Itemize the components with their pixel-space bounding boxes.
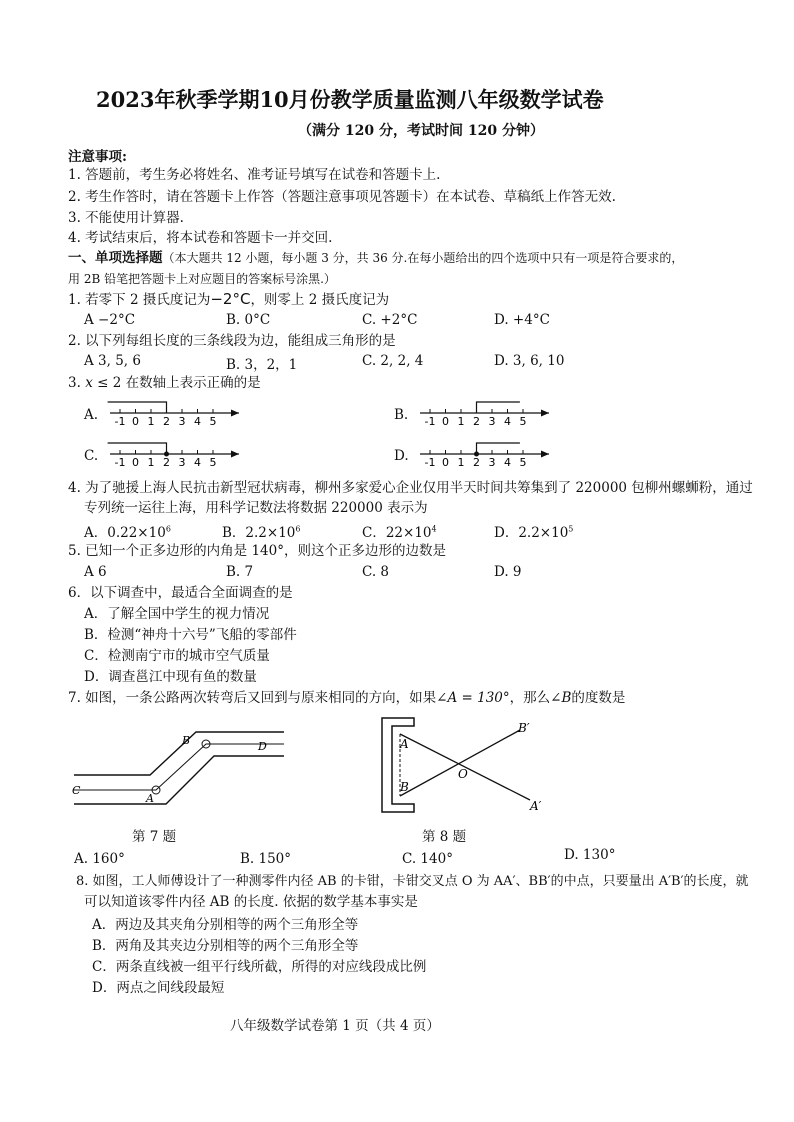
axis-tick-label: 4 [504, 456, 511, 469]
fig7-label-b: B [182, 734, 191, 747]
q6-stem: 6．以下调查中，最适合全面调查的是 [68, 585, 293, 601]
q3-stem-rest: ≤ 2 在数轴上表示正确的是 [92, 375, 261, 391]
q8-option-a: A．两边及其夹角分别相等的两个三角形全等 [92, 917, 359, 933]
solution-ray [108, 402, 167, 413]
q4-option-b-base: B．2.2×10 [222, 525, 296, 541]
fig8-label-a: A [400, 737, 409, 751]
q3-label-c: C. [84, 448, 99, 464]
axis-tick-label: 3 [488, 456, 496, 469]
q6-option-b: B．检测“神舟十六号”飞船的零部件 [84, 627, 297, 643]
q8-stem-2: 可以知道该零件内径 AB 的长度. 依据的数学基本事实是 [84, 894, 418, 910]
axis-tick-label: 2 [473, 415, 480, 428]
q7-option-b: B. 150° [240, 851, 292, 867]
solution-ray [108, 443, 167, 454]
q2-option-b: B. 3，2，1 [226, 357, 298, 373]
q4-option-d-exp: 5 [568, 524, 574, 534]
q5-option-d: D. 9 [494, 564, 522, 580]
q4-stem-1: 4. 为了驰援上海人民抗击新型冠状病毒，柳州多家爱心企业仅用半天时间共筹集到了 220000 包柳州螺蛳粉，通过 [68, 480, 753, 496]
number-line-d [420, 443, 549, 469]
note-2: 2. 考生作答时，请在答题卡上作答（答题注意事项见答题卡）在本试卷、草稿纸上作答无效. [68, 189, 616, 205]
q7-stem-c: ，那么 [509, 690, 551, 706]
q3-label-d: D. [394, 448, 409, 464]
figure-7-caption: 第 7 题 [132, 829, 177, 845]
q2-option-d: D. 3, 6, 10 [494, 353, 565, 369]
figure-8-caliper [370, 712, 560, 832]
q2-stem: 2. 以下列每组长度的三条线段为边，能组成三角形的是 [68, 333, 396, 349]
q2-option-a: A 3, 5, 6 [84, 353, 141, 369]
q4-option-c-exp: 4 [431, 524, 437, 534]
q5-option-a: A 6 [84, 564, 107, 580]
q4-stem-2: 专列统一运往上海，用科学记数法将数据 220000 表示为 [84, 500, 428, 516]
q4-option-d-base: D．2.2×10 [494, 525, 569, 541]
q3-number-lines [0, 0, 794, 500]
endpoint-dot [474, 452, 479, 457]
q5-option-b: B. 7 [226, 564, 254, 580]
axis-tick-label: 0 [132, 456, 139, 469]
section-desc-1: （本大题共 12 小题，每小题 3 分，共 36 分.在每小题给出的四个选项中只有一项是符合要求的， [162, 251, 684, 265]
axis-tick-label: 0 [442, 415, 449, 428]
q7-option-c: C. 140° [402, 851, 453, 867]
q6-option-c: C．检测南宁市的城市空气质量 [84, 648, 270, 664]
q6-option-d: D．调查邕江中现有鱼的数量 [84, 669, 257, 685]
q2-option-c: C. 2, 2, 4 [362, 353, 424, 369]
q1-stem-b: ，则零上 2 摄氏度记为 [250, 292, 390, 308]
solution-ray [477, 443, 520, 454]
q1-option-d: D. +4°C [494, 312, 550, 328]
axis-tick-label: 1 [457, 415, 465, 428]
axis-tick-label: 0 [442, 456, 449, 469]
q1-stem-a: 1. 若零下 2 摄氏度记为 [68, 292, 211, 308]
section-desc-2: 用 2B 铅笔把答题卡上对应题目的答案标号涂黑.） [68, 272, 336, 286]
q8-option-d: D．两点之间线段最短 [92, 980, 225, 996]
fig8-label-a-prime: A′ [530, 799, 542, 813]
axis-tick-label: -1 [114, 456, 126, 469]
axis-tick-label: 3 [488, 415, 496, 428]
axis-arrow-icon [231, 410, 239, 417]
road-center-line [74, 744, 284, 790]
axis-tick-label: -1 [424, 456, 436, 469]
q4-option-c-base: C．22×10 [362, 525, 432, 541]
q1-option-b: B. 0°C [226, 312, 271, 328]
axis-tick-label: 3 [178, 456, 186, 469]
axis-tick-label: 4 [194, 456, 201, 469]
q4-option-d [494, 521, 573, 541]
q7-option-a: A. 160° [74, 851, 125, 867]
q3-stem-pre: 3. [68, 375, 81, 391]
axis-tick-label: 1 [457, 456, 465, 469]
axis-tick-label: 0 [132, 415, 139, 428]
axis-tick-label: 5 [209, 415, 217, 428]
fig7-label-d: D [258, 740, 267, 753]
solution-ray [477, 402, 520, 413]
fig7-label-a: A [146, 792, 154, 805]
q8-stem-1: 8. 如图，工人师傅设计了一种测零件内径 AB 的卡钳，卡钳交叉点 O 为 AA′、BB′的中点，只要量出 A′B′的长度，就 [76, 874, 749, 889]
number-line-b [420, 402, 549, 428]
q7-stem-d: ∠B [550, 690, 572, 706]
q7-option-d: D. 130° [564, 847, 616, 863]
q5-option-c: C. 8 [362, 564, 390, 580]
axis-tick-label: 5 [519, 456, 527, 469]
q5-stem: 5. 已知一个正多边形的内角是 140°，则这个正多边形的边数是 [68, 543, 446, 559]
axis-tick-label: 2 [163, 415, 170, 428]
note-3: 3. 不能使用计算器. [68, 210, 184, 226]
axis-tick-label: 4 [194, 415, 201, 428]
axis-tick-label: 1 [147, 415, 155, 428]
q4-option-a-base: A．0.22×10 [84, 525, 166, 541]
figure-7-road [66, 720, 286, 820]
axis-arrow-icon [541, 410, 549, 417]
fig8-label-b: B [400, 780, 409, 794]
axis-tick-label: 2 [163, 456, 170, 469]
q7-stem-a: 7. 如图，一条公路两次转弯后又回到与原来相同的方向，如果 [68, 690, 437, 706]
axis-tick-label: 5 [209, 456, 217, 469]
q4-option-c [362, 521, 437, 541]
q1-option-a: A −2°C [84, 312, 136, 328]
axis-tick-label: 5 [519, 415, 527, 428]
caliper-part [382, 718, 414, 812]
q7-stem-b: ∠A = 130° [436, 690, 510, 706]
q4-option-a [84, 521, 171, 541]
endpoint-dot [164, 452, 169, 457]
q3-label-a: A. [84, 407, 99, 423]
notes-heading: 注意事项: [68, 149, 127, 165]
q3-label-b: B. [394, 407, 409, 423]
q3-stem-var: x [85, 375, 93, 391]
page-footer: 八年级数学试卷第 1 页（共 4 页） [230, 1018, 440, 1034]
axis-tick-label: 1 [147, 456, 155, 469]
q6-option-a: A．了解全国中学生的视力情况 [84, 606, 270, 622]
axis-tick-label: -1 [424, 415, 436, 428]
note-1: 1. 答题前，考生务必将姓名、准考证号填写在试卷和答题卡上. [68, 167, 441, 183]
q8-option-c: C．两条直线被一组平行线所截，所得的对应线段成比例 [92, 959, 427, 975]
axis-arrow-icon [231, 451, 239, 458]
page-title: 2023年秋季学期10月份教学质量监测八年级数学试卷 [96, 87, 604, 112]
q4-option-b-exp: 6 [295, 524, 301, 534]
q1-stem-val: −2°C [210, 290, 251, 308]
road-lower-edge [74, 756, 284, 804]
q7-stem-e: 的度数是 [571, 690, 626, 706]
number-line-c [108, 443, 239, 469]
q4-option-a-exp: 6 [165, 524, 171, 534]
q1-option-c: C. +2°C [362, 312, 418, 328]
axis-tick-label: -1 [114, 415, 126, 428]
fig8-label-o: O [458, 767, 468, 781]
axis-tick-label: 2 [473, 456, 480, 469]
fig7-label-c: C [72, 784, 81, 797]
note-4: 4. 考试结束后，将本试卷和答题卡一并交回. [68, 230, 333, 246]
figure-8-caption: 第 8 题 [422, 829, 467, 845]
axis-tick-label: 3 [178, 415, 186, 428]
section-heading: 一、单项选择题 [68, 250, 163, 266]
axis-tick-label: 4 [504, 415, 511, 428]
q4-option-b [222, 521, 300, 541]
q7-stem [68, 689, 625, 707]
fig8-label-b-prime: B′ [518, 721, 530, 735]
page-subtitle: （满分 120 分，考试时间 120 分钟） [298, 123, 544, 139]
q8-option-b: B．两角及其夹边分别相等的两个三角形全等 [92, 938, 359, 954]
number-line-a [108, 402, 239, 428]
axis-arrow-icon [541, 451, 549, 458]
